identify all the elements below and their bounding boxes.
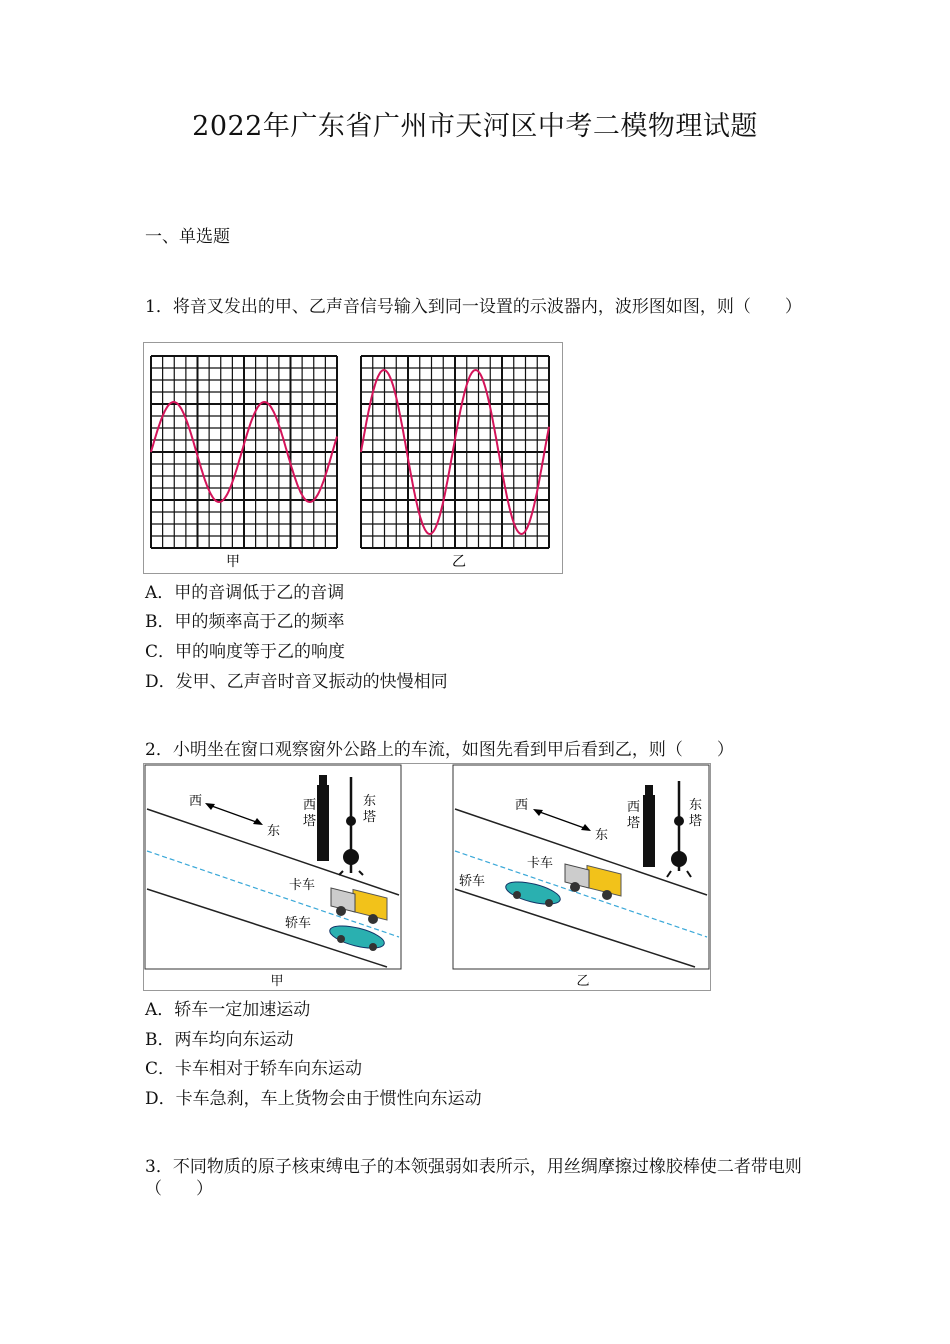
figure-label-jia-2: 甲: [270, 974, 284, 989]
label-east-tower-2: 塔: [363, 810, 377, 825]
traffic-panel-yi: [453, 765, 709, 969]
west-tower-icon-2: [643, 795, 655, 867]
label-west-tower-1: 西: [303, 798, 317, 813]
question-2-stem: 2．小明坐在窗口观察窗外公路上的车流，如图先看到甲后看到乙，则（ ）: [145, 740, 734, 760]
question-1-stem: 1．将音叉发出的甲、乙声音信号输入到同一设置的示波器内，波形图如图，则（ ）: [145, 297, 802, 317]
traffic-panel-jia: [145, 765, 401, 969]
label-west-tower-4: 塔: [627, 816, 641, 831]
label-east-tower-3: 东: [689, 798, 703, 813]
figure-label-jia: 甲: [226, 554, 240, 570]
label-west: 西: [189, 794, 203, 809]
label-car-2: 轿车: [459, 874, 486, 889]
oscilloscope-figure: [143, 342, 563, 574]
question-3-stem: 3．不同物质的原子核束缚电子的本领强弱如表所示，用丝绸摩擦过橡胶棒使二者带电则（ ）: [145, 1157, 802, 1199]
label-east: 东: [267, 824, 281, 839]
label-west-tower-2: 塔: [303, 814, 317, 829]
label-car: 轿车: [285, 916, 312, 931]
label-west-tower-3: 西: [627, 800, 641, 815]
label-east-tower-4: 塔: [689, 814, 703, 829]
q2-option-a: A．轿车一定加速运动: [145, 1000, 311, 1020]
label-east-2: 东: [595, 828, 609, 843]
q1-option-b: B．甲的频率高于乙的频率: [145, 612, 345, 632]
q1-option-c: C．甲的响度等于乙的响度: [145, 642, 346, 662]
figure-label-yi: 乙: [452, 554, 466, 570]
page-title: 2022年广东省广州市天河区中考二模物理试题: [192, 111, 758, 142]
q1-option-a: A．甲的音调低于乙的音调: [145, 583, 345, 603]
q2-option-c: C．卡车相对于轿车向东运动: [145, 1059, 363, 1079]
label-truck-2: 卡车: [527, 856, 554, 871]
figure-label-yi-2: 乙: [576, 974, 590, 989]
q2-option-d: D．卡车急刹，车上货物会由于惯性向东运动: [145, 1089, 482, 1109]
q1-option-d: D．发甲、乙声音时音叉振动的快慢相同: [145, 672, 448, 692]
label-east-tower-1: 东: [363, 794, 377, 809]
west-tower-icon: [317, 785, 329, 861]
label-west-2: 西: [515, 798, 529, 813]
label-truck: 卡车: [289, 878, 316, 893]
q2-option-b: B．两车均向东运动: [145, 1030, 294, 1050]
traffic-figure: [143, 763, 711, 991]
section-heading: 一、单选题: [145, 227, 230, 247]
